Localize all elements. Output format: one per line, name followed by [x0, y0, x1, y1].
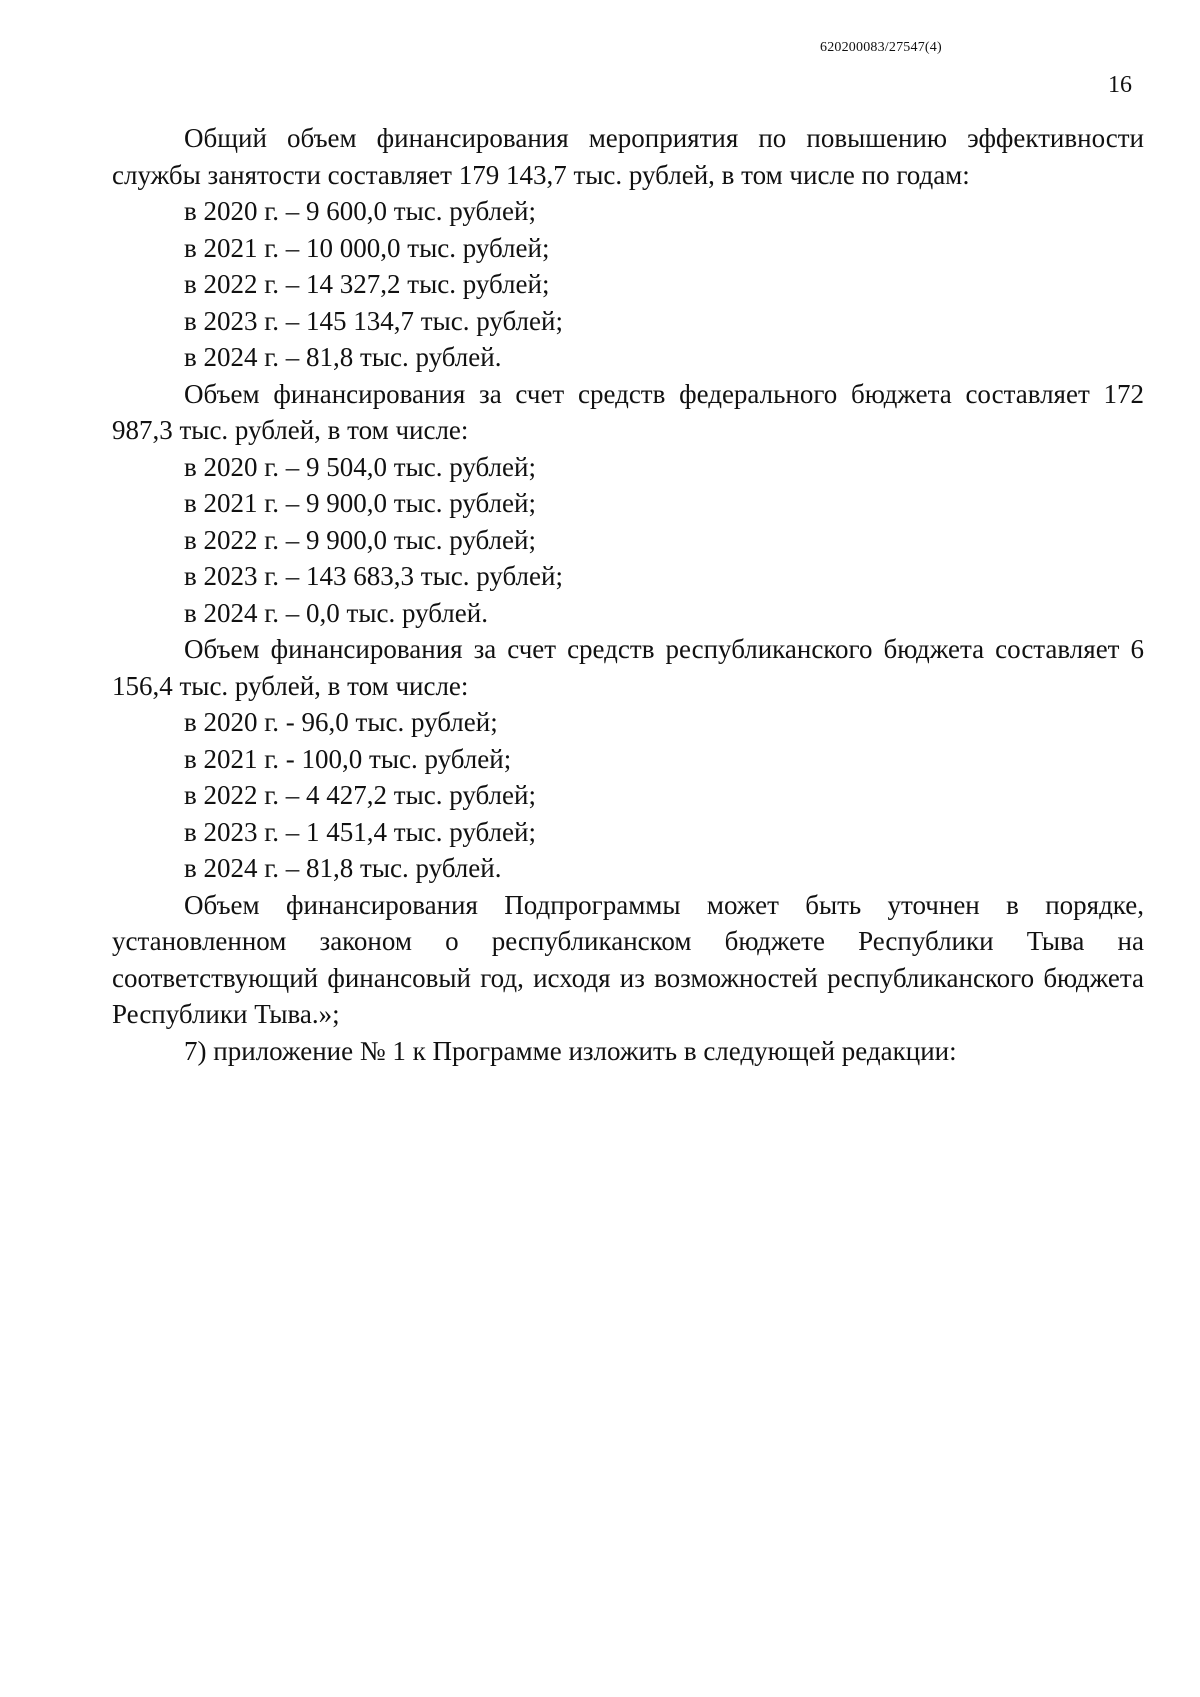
republican-funding-paragraph: Объем финансирования за счет средств республиканского бюджета составляет 6 156,4 тыс. рублей, в том числе: — [112, 634, 1144, 701]
federal-funding-paragraph: Объем финансирования за счет средств федерального бюджета составляет 172 987,3 тыс. рублей, в том числе: — [112, 378, 1144, 445]
document-id: 620200083/27547(4) — [820, 40, 942, 55]
republican-funding-by-year-list — [112, 704, 1144, 887]
funding-clarification-paragraph: Объем финансирования Подпрограммы может быть уточнен в порядке, установленном законом о республиканском бюджете Республики Тыва на соответствующий финансовый год, исходя из возможностей республиканского бюджета Республики Тыва.»; — [112, 889, 1144, 1029]
list-item: в 2022 г. – 4 427,2 тыс. рублей; — [184, 780, 536, 810]
list-item: в 2021 г. - 100,0 тыс. рублей; — [184, 743, 512, 774]
total-funding-by-year-list — [112, 193, 1144, 376]
federal-funding-by-year-list — [112, 449, 1144, 632]
list-item: в 2024 г. – 81,8 тыс. рублей. — [184, 342, 502, 372]
list-item: в 2022 г. – 14 327,2 тыс. рублей; — [184, 269, 550, 299]
list-item: в 2023 г. – 143 683,3 тыс. рублей; — [184, 561, 563, 591]
list-item: в 2020 г. – 9 504,0 тыс. рублей; — [184, 451, 536, 482]
list-item: в 2023 г. – 145 134,7 тыс. рублей; — [184, 305, 563, 336]
list-item: в 2021 г. – 10 000,0 тыс. рублей; — [184, 232, 550, 263]
list-item: в 2022 г. – 9 900,0 тыс. рублей; — [184, 524, 536, 555]
list-item: в 2020 г. – 9 600,0 тыс. рублей; — [184, 196, 536, 226]
appendix-instruction-paragraph: 7) приложение № 1 к Программе изложить в следующей редакции: — [184, 1035, 957, 1066]
list-item: в 2020 г. - 96,0 тыс. рублей; — [184, 707, 498, 737]
list-item: в 2021 г. – 9 900,0 тыс. рублей; — [184, 488, 536, 518]
list-item: в 2023 г. – 1 451,4 тыс. рублей; — [184, 816, 536, 847]
document-body — [112, 120, 1144, 1069]
total-funding-paragraph: Общий объем финансирования мероприятия по повышению эффективности службы занятости составляет 179 143,7 тыс. рублей, в том числе по годам: — [112, 123, 1144, 190]
page-number: 16 — [1108, 72, 1132, 98]
list-item: в 2024 г. – 0,0 тыс. рублей. — [184, 597, 488, 628]
list-item: в 2024 г. – 81,8 тыс. рублей. — [184, 853, 502, 883]
